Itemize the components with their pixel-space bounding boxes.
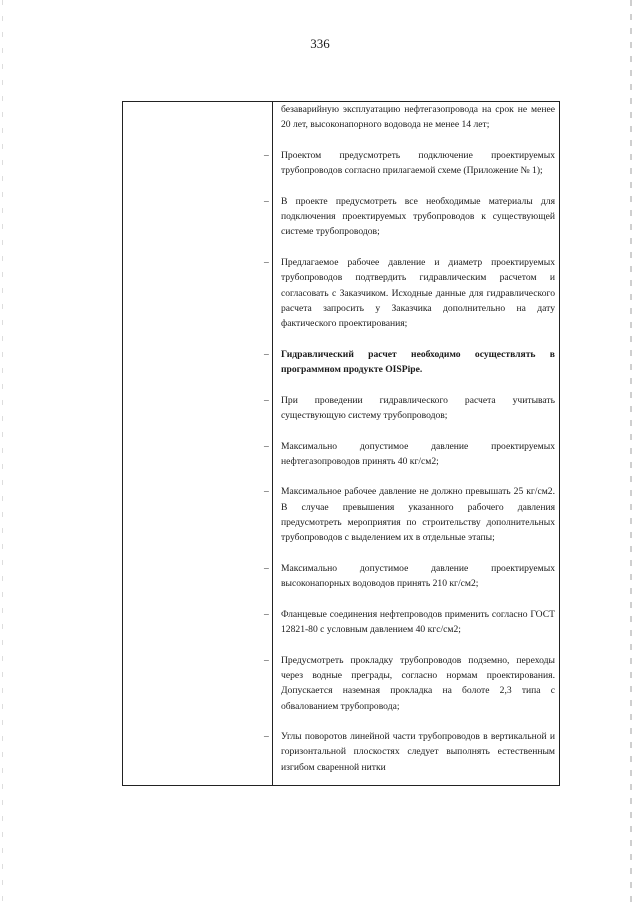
requirement-item — [264, 607, 555, 638]
list-dash: – — [264, 654, 269, 666]
list-dash: – — [264, 608, 269, 620]
requirement-item — [264, 484, 555, 545]
scan-edge-right — [630, 0, 632, 905]
requirement-text: Проектом предусмотреть подключение проектируемых трубопроводов согласно прилагаемой схеме (Приложение № 1); — [281, 149, 555, 177]
requirement-text: безаварийную эксплуатацию нефтегазопровода на срок не менее 20 лет, высоконапорного водовода не менее 14 лет; — [281, 104, 555, 131]
list-dash: – — [264, 348, 269, 360]
list-dash: – — [264, 486, 269, 498]
requirement-item — [264, 347, 555, 378]
requirement-text: Максимальное рабочее давление не должно превышать 25 кг/см2. В случае превышения указанного рабочего давления предусмотреть мероприятия по строительству дополнительных трубопроводов с выделением их в отдельные этапы; — [281, 486, 555, 544]
requirement-text: Гидравлический расчет необходимо осуществлять в программном продукте OISPipe. — [281, 348, 555, 376]
requirement-text: Максимально допустимое давление проектируемых нефтегазопроводов принять 40 кг/см2; — [281, 440, 555, 467]
requirement-item — [264, 148, 555, 179]
list-dash: – — [264, 149, 269, 161]
requirement-text: Углы поворотов линейной части трубопроводов в вертикальной и горизонтальной плоскостях следует выполнять естественным изгибом сваренной нитки — [281, 731, 555, 773]
requirement-text: Максимально допустимое давление проектируемых высоконапорных водоводов принять 210 кг/см2; — [281, 562, 555, 590]
requirement-text: Фланцевые соединения нефтепроводов применить согласно ГОСТ 12821-80 с условным давлением 40 кгс/см2; — [281, 608, 555, 636]
list-dash: – — [264, 394, 269, 406]
page-number: 336 — [310, 36, 330, 51]
requirement-text: Предлагаемое рабочее давление и диаметр проектируемых трубопроводов подтвердить гидравлическим расчетом и согласовать с Заказчиком. Исходные данные для гидравлического расчета запросить у Заказчика дополнительно на дату фактического проектирования; — [281, 256, 555, 330]
requirement-item — [264, 653, 555, 714]
column-divider — [272, 102, 273, 785]
list-dash: – — [264, 440, 269, 452]
list-dash: – — [264, 195, 269, 207]
requirement-text: При проведении гидравлического расчета учитывать существующую систему трубопроводов; — [281, 394, 555, 421]
list-dash: – — [264, 731, 269, 743]
requirement-text: Предусмотреть прокладку трубопроводов подземно, переходы через водные преграды, согласно нормам проектирования. Допускается наземная прокладка на болоте 2,3 типа с обвалованием трубопровода; — [281, 654, 555, 712]
list-dash: – — [264, 562, 269, 574]
scan-edge-left — [2, 0, 3, 905]
list-dash: – — [264, 256, 269, 268]
requirement-item — [264, 561, 555, 592]
requirements-cell — [264, 102, 555, 790]
requirement-item — [281, 102, 555, 133]
requirements-table — [122, 101, 560, 786]
requirement-item — [264, 393, 555, 424]
requirement-item — [264, 439, 555, 470]
requirement-item — [264, 255, 555, 331]
requirement-text: В проекте предусмотреть все необходимые материалы для подключения проектируемых трубопроводов к существующей системе трубопроводов; — [281, 195, 555, 238]
requirement-item — [264, 194, 555, 240]
requirement-item — [264, 729, 555, 775]
